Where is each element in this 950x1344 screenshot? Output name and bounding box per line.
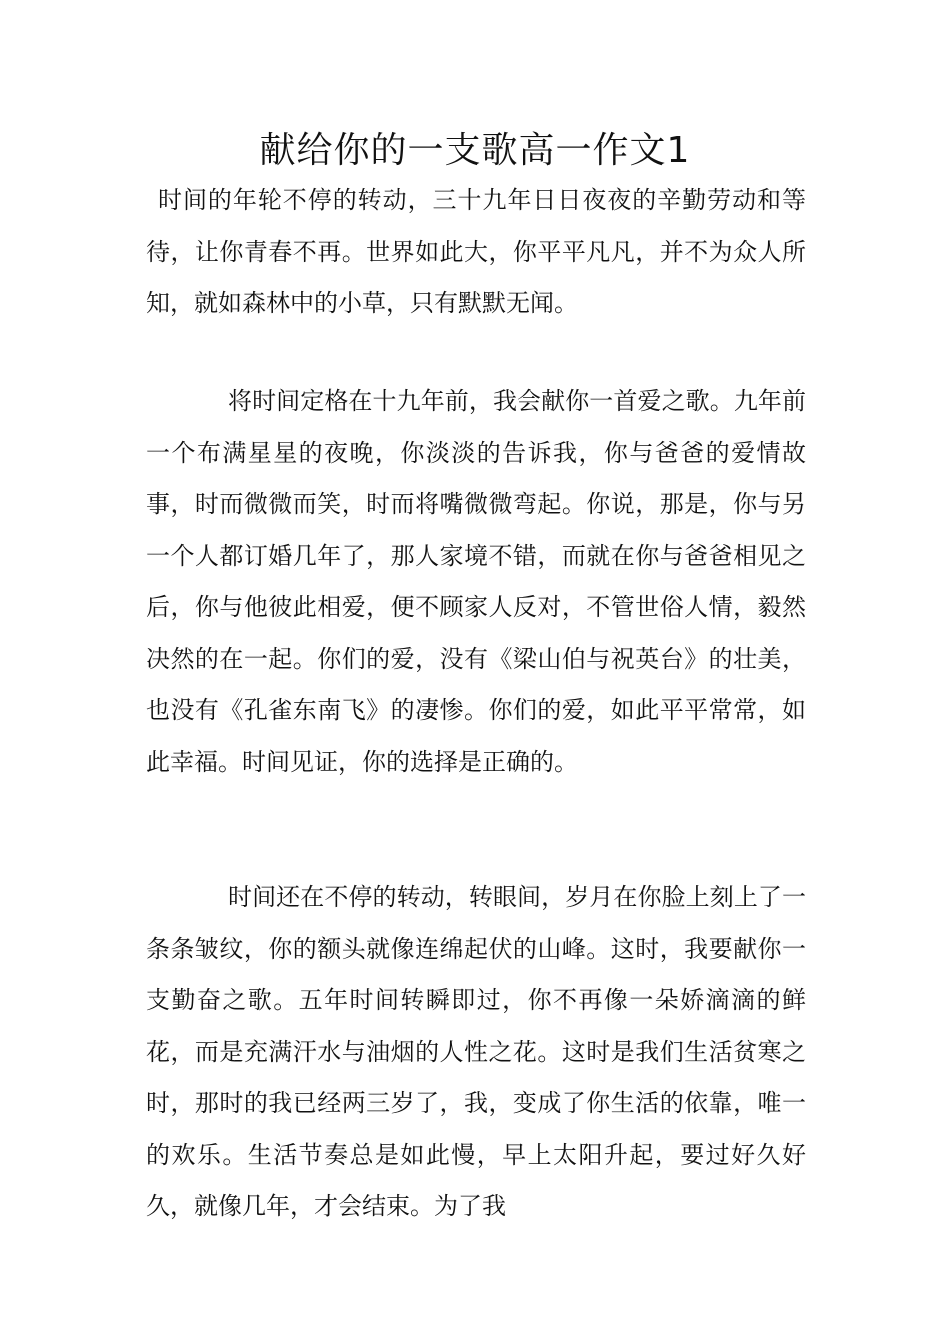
document-title: 献给你的一支歌高一作文1: [259, 130, 691, 171]
paragraph-3: 时间还在不停的转动，转眼间，岁月在你脸上刻上了一条条皱纹，你的额头就像连绵起伏的山峰。这时，我要献你一支勤奋之歌。五年时间转瞬即过，你不再像一朵娇滴滴的鲜花，而是充满汗水与油烟的人性之花。这时是我们生活贫寒之时，那时的我已经两三岁了，我，变成了你生活的依靠，唯一的欢乐。生活节奏总是如此慢，早上太阳升起，要过好久好久，就像几年，才会结束。为了我: [146, 883, 806, 1220]
paragraph-2: 将时间定格在十九年前，我会献你一首爱之歌。九年前一个布满星星的夜晚，你淡淡的告诉我，你与爸爸的爱情故事，时而微微而笑，时而将嘴微微弯起。你说，那是，你与另一个人都订婚几年了，那人家境不错，而就在你与爸爸相见之后，你与他彼此相爱，便不顾家人反对，不管世俗人情，毅然决然的在一起。你们的爱，没有《梁山伯与祝英台》的壮美，也没有《孔雀东南飞》的凄惨。你们的爱，如此平平常常，如此幸福。时间见证，你的选择是正确的。: [146, 387, 806, 776]
paragraph-1: 时间的年轮不停的转动，三十九年日日夜夜的辛勤劳动和等待，让你青春不再。世界如此大，你平平凡凡，并不为众人所知，就如森林中的小草，只有默默无闻。: [146, 186, 806, 317]
